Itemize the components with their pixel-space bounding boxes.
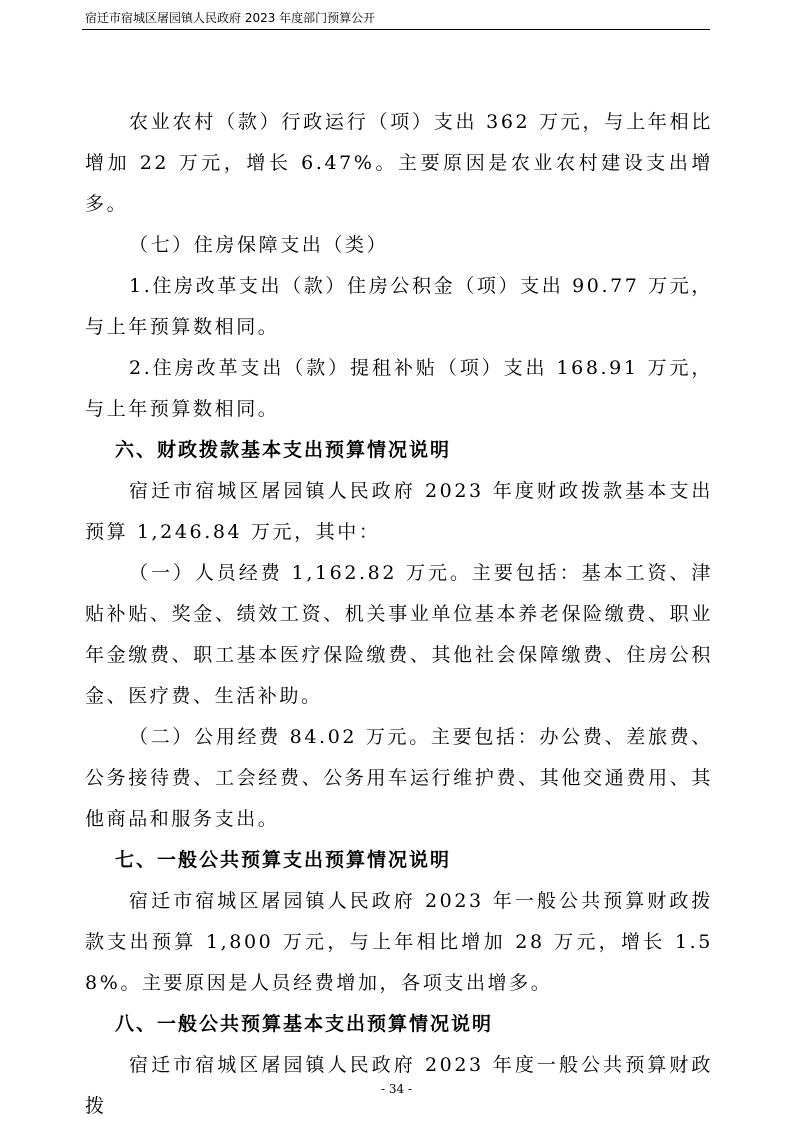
page-header-title: 宿迁市宿城区屠园镇人民政府 2023 年度部门预算公开 (85, 11, 376, 25)
paragraph-public-expenses: （二）公用经费 84.02 万元。主要包括：办公费、差旅费、公务接待费、工会经费、公务用车运行维护费、其他交通费用、其他商品和服务支出。 (85, 726, 713, 830)
section-heading-6: 六、财政拨款基本支出预算情况说明 (115, 439, 452, 461)
paragraph-basic-expenditure-total: 宿迁市宿城区屠园镇人民政府 2023 年度财政拨款基本支出预算 1,246.84 万元，其中： (85, 480, 713, 543)
paragraph-rent-subsidy: 2.住房改革支出（款）提租补贴（项）支出 168.91 万元，与上年预算数相同。 (85, 357, 713, 420)
paragraph-general-budget-expenditure: 宿迁市宿城区屠园镇人民政府 2023 年一般公共预算财政拨款支出预算 1,800 万元，与上年相比增加 28 万元，增长 1.58%。主要原因是人员经费增加，各项支出增多。 (85, 890, 713, 994)
paragraph-housing-provident-fund: 1.住房改革支出（款）住房公积金（项）支出 90.77 万元，与上年预算数相同。 (85, 275, 713, 338)
section-heading-7: 七、一般公共预算支出预算情况说明 (115, 849, 452, 871)
paragraph-agriculture-admin: 农业农村（款）行政运行（项）支出 362 万元，与上年相比增加 22 万元，增长 6.47%。主要原因是农业农村建设支出增多。 (85, 111, 713, 215)
document-body (85, 102, 713, 1127)
header-divider (82, 29, 710, 30)
subheading-housing-security: （七）住房保障支出（类） (129, 234, 389, 256)
paragraph-personnel-expenses: （一）人员经费 1,162.82 万元。主要包括：基本工资、津贴补贴、奖金、绩效工资、机关事业单位基本养老保险缴费、职业年金缴费、职工基本医疗保险缴费、其他社会保障缴费、住房公积金、医疗费、生活补助。 (85, 562, 713, 707)
page-number: - 34 - (380, 1082, 412, 1096)
section-heading-8: 八、一般公共预算基本支出预算情况说明 (115, 1013, 494, 1035)
paragraph-general-budget-basic: 宿迁市宿城区屠园镇人民政府 2023 年度一般公共预算财政拨 (85, 1054, 713, 1117)
